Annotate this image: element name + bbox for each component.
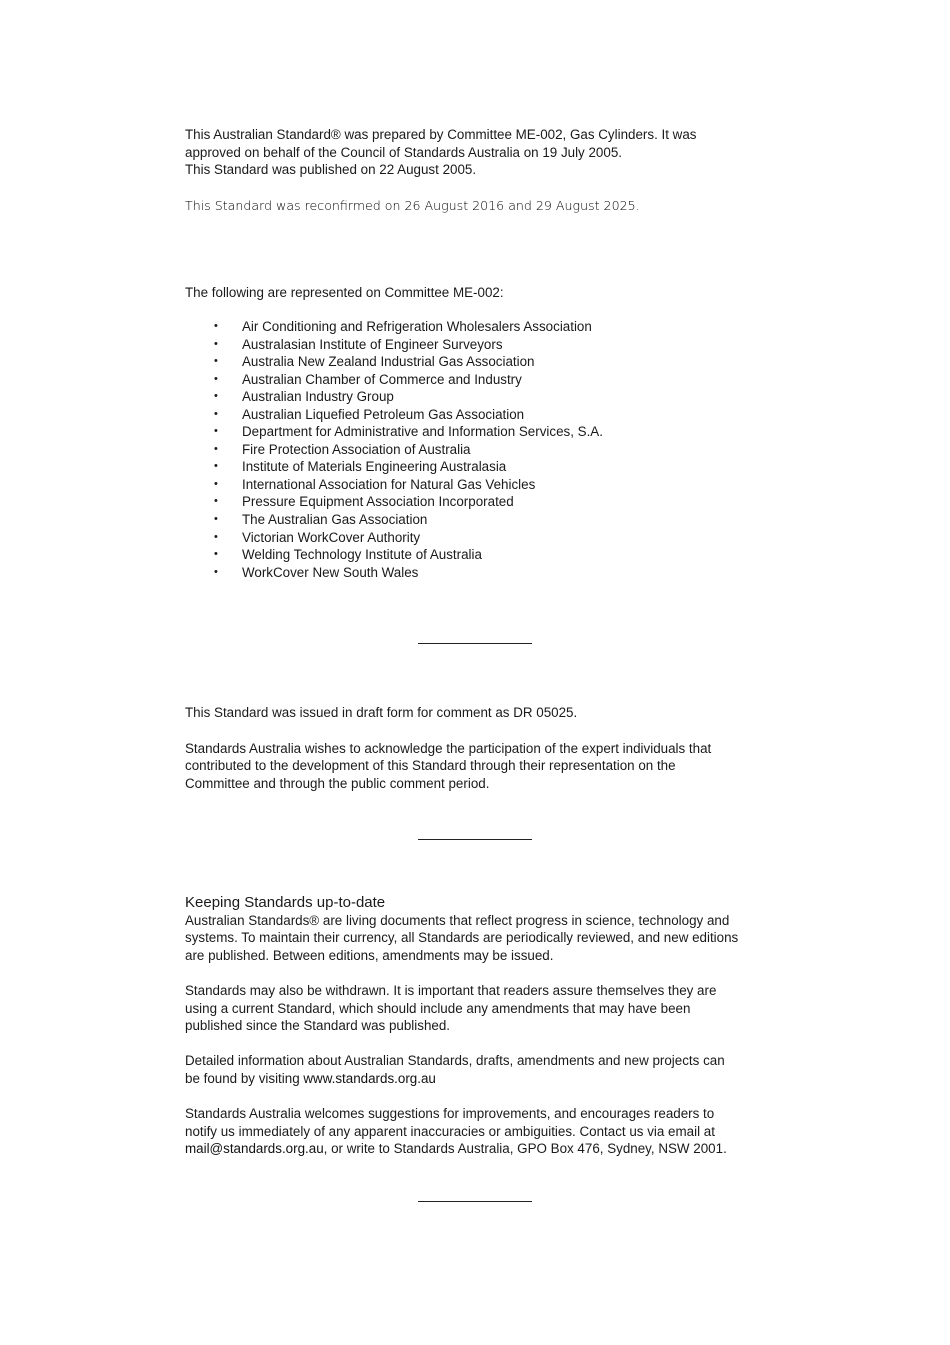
committee-member-list (185, 318, 775, 581)
information-paragraph (185, 1052, 775, 1087)
list-item (185, 423, 775, 441)
list-item (185, 564, 775, 582)
member-name: Australian Liquefied Petroleum Gas Association (242, 406, 525, 422)
member-name: Australian Chamber of Commerce and Industry (242, 371, 522, 387)
member-name: Australia New Zealand Industrial Gas Association (242, 354, 535, 370)
section-heading: Keeping Standards up-to-date (185, 893, 386, 911)
bullet-icon: • (214, 390, 218, 403)
member-name: Fire Protection Association of Australia (242, 441, 471, 457)
bullet-icon: • (214, 442, 218, 455)
list-item (185, 476, 775, 494)
acknowledgement-line: contributed to the development of this Standard through their representation on the (185, 758, 676, 774)
acknowledgement-line: Standards Australia wishes to acknowledge the participation of the expert individuals that (185, 740, 712, 756)
bullet-icon: • (214, 355, 218, 368)
bullet-icon: • (214, 460, 218, 473)
member-name: Air Conditioning and Refrigeration Wholesalers Association (242, 318, 592, 334)
preface-line: approved on behalf of the Council of Standards Australia on 19 July 2005. (185, 144, 622, 160)
contact-paragraph (185, 1105, 775, 1158)
paragraph-line: Detailed information about Australian Standards, drafts, amendments and new projects can (185, 1053, 725, 1069)
bullet-icon: • (214, 319, 218, 332)
list-item (185, 511, 775, 529)
list-item (185, 458, 775, 476)
section-divider (418, 643, 532, 644)
list-item (185, 318, 775, 336)
committee-intro: The following are represented on Committee ME-002: (185, 285, 504, 301)
email-link[interactable]: mail@standards.org.au (185, 1141, 324, 1157)
bullet-icon: • (214, 477, 218, 490)
list-item (185, 371, 775, 389)
bullet-icon: • (214, 512, 218, 525)
member-name: Australasian Institute of Engineer Surveyors (242, 336, 503, 352)
acknowledgement-line: Committee and through the public comment period. (185, 775, 490, 791)
list-item (185, 546, 775, 564)
paragraph-line: published since the Standard was published. (185, 1018, 451, 1034)
paragraph-line: Standards Australia welcomes suggestions for improvements, and encourages readers to (185, 1106, 715, 1122)
withdrawn-paragraph (185, 982, 775, 1035)
member-name: WorkCover New South Wales (242, 564, 419, 580)
member-name: Pressure Equipment Association Incorporated (242, 494, 514, 510)
acknowledgement-paragraph (185, 740, 775, 793)
paragraph-text: , or write to Standards Australia, GPO Box 476, Sydney, NSW 2001. (323, 1141, 727, 1157)
paragraph-text: be found by visiting (185, 1070, 304, 1086)
preface-paragraph (185, 126, 775, 179)
paragraph-line: using a current Standard, which should include any amendments that may have been (185, 1000, 691, 1016)
bullet-icon: • (214, 425, 218, 438)
preface-line: This Standard was published on 22 August 2005. (185, 162, 477, 178)
bullet-icon: • (214, 530, 218, 543)
paragraph-line: notify us immediately of any apparent inaccuracies or ambiguities. Contact us via email at (185, 1123, 715, 1139)
member-name: Welding Technology Institute of Australia (242, 547, 482, 563)
member-name: Institute of Materials Engineering Australasia (242, 459, 507, 475)
member-name: Australian Industry Group (242, 389, 394, 405)
list-item (185, 388, 775, 406)
bullet-icon: • (214, 548, 218, 561)
list-item (185, 336, 775, 354)
list-item (185, 529, 775, 547)
bullet-icon: • (214, 495, 218, 508)
list-item (185, 441, 775, 459)
paragraph-line: systems. To maintain their currency, all Standards are periodically reviewed, and new editions (185, 930, 739, 946)
preface-line: This Australian Standard® was prepared by Committee ME-002, Gas Cylinders. It was (185, 127, 697, 142)
website-link[interactable]: www.standards.org.au (303, 1070, 436, 1086)
bullet-icon: • (214, 407, 218, 420)
living-documents-paragraph (185, 912, 775, 965)
paragraph-line: Australian Standards® are living documents that reflect progress in science, technology and (185, 912, 730, 928)
draft-note: This Standard was issued in draft form for comment as DR 05025. (185, 705, 578, 721)
paragraph-line: Standards may also be withdrawn. It is important that readers assure themselves they are (185, 982, 717, 998)
member-name: International Association for Natural Gas Vehicles (242, 476, 536, 492)
bullet-icon: • (214, 372, 218, 385)
list-item (185, 353, 775, 371)
document-page (185, 126, 775, 1202)
paragraph-line: are published. Between editions, amendments may be issued. (185, 947, 554, 963)
paragraph-line (185, 1140, 775, 1158)
paragraph-line (185, 1070, 775, 1088)
bullet-icon: • (214, 565, 218, 578)
member-name: Victorian WorkCover Authority (242, 529, 421, 545)
bullet-icon: • (214, 337, 218, 350)
section-divider (418, 1201, 532, 1202)
list-item (185, 493, 775, 511)
member-name: The Australian Gas Association (242, 511, 428, 527)
section-divider (418, 839, 532, 840)
member-name: Department for Administrative and Information Services, S.A. (242, 424, 603, 440)
reconfirmed-note: This Standard was reconfirmed on 26 August 2016 and 29 August 2025. (185, 197, 640, 213)
list-item (185, 406, 775, 424)
